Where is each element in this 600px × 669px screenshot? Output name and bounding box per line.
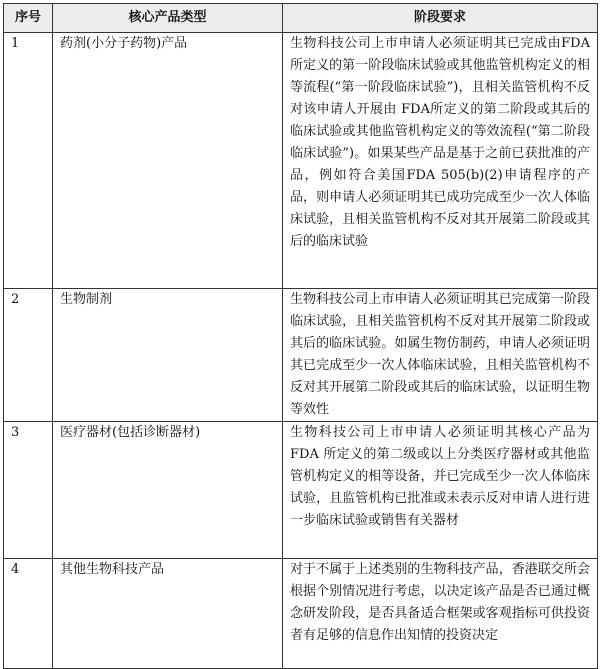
- table-row: [4, 289, 598, 422]
- row-number: 2: [4, 289, 53, 422]
- row-number: 3: [4, 422, 53, 559]
- header-product-type: 核心产品类型: [53, 4, 283, 33]
- row-number: 4: [4, 559, 53, 669]
- table-row: [4, 422, 598, 559]
- product-type: 其他生物科技产品: [53, 559, 283, 669]
- row-number: 1: [4, 33, 53, 289]
- table-row: [4, 33, 598, 289]
- stage-requirement: 生物科技公司上市申请人必须证明其已完成由FDA 所定义的第一阶段临床试验或其他监管机构定义的相等流程(“第一阶段临床试验”)，且相关监管机构不反对该申请人开展由 FDA所定义的第二阶段或其后的临床试验或其他监管机构定义的等效流程(“第二阶段临床试验”)。如果某些产品是基于之前已获批准的产品，例如符合美国FDA 505(b)(2)申请程序的产品，则申请人必须证明其已成功完成至少一次人体临床试验，且相关监管机构不反对其开展第二阶段或其后的临床试验: [283, 33, 598, 289]
- product-type: 药剂(小分子药物)产品: [53, 33, 283, 289]
- header-stage-requirement: 阶段要求: [283, 4, 598, 33]
- header-row: [4, 4, 598, 33]
- requirements-table: [3, 3, 598, 669]
- product-type: 医疗器材(包括诊断器材): [53, 422, 283, 559]
- stage-requirement: 生物科技公司上市申请人必须证明其已完成第一阶段临床试验，且相关监管机构不反对其开展第二阶段或其后的临床试验。如属生物仿制药，申请人必须证明其已完成至少一次人体临床试验，且相关监管机构不反对其开展第二阶段或其后的临床试验，以证明生物等效性: [283, 289, 598, 422]
- stage-requirement: 生物科技公司上市申请人必须证明其核心产品为 FDA 所定义的第二级或以上分类医疗器材或其他监管机构定义的相等设备，并已完成至少一次人体临床试验，且监管机构已批准或未表示反对申请人进行进一步临床试验或销售有关器材: [283, 422, 598, 559]
- product-type: 生物制剂: [53, 289, 283, 422]
- stage-requirement: 对于不属于上述类别的生物科技产品，香港联交所会根据个别情况进行考虑，以决定该产品是否已通过概念研发阶段，是否具备适合框架或客观指标可供投资者有足够的信息作出知情的投资决定: [283, 559, 598, 669]
- table-row: [4, 559, 598, 669]
- header-no: 序号: [4, 4, 53, 33]
